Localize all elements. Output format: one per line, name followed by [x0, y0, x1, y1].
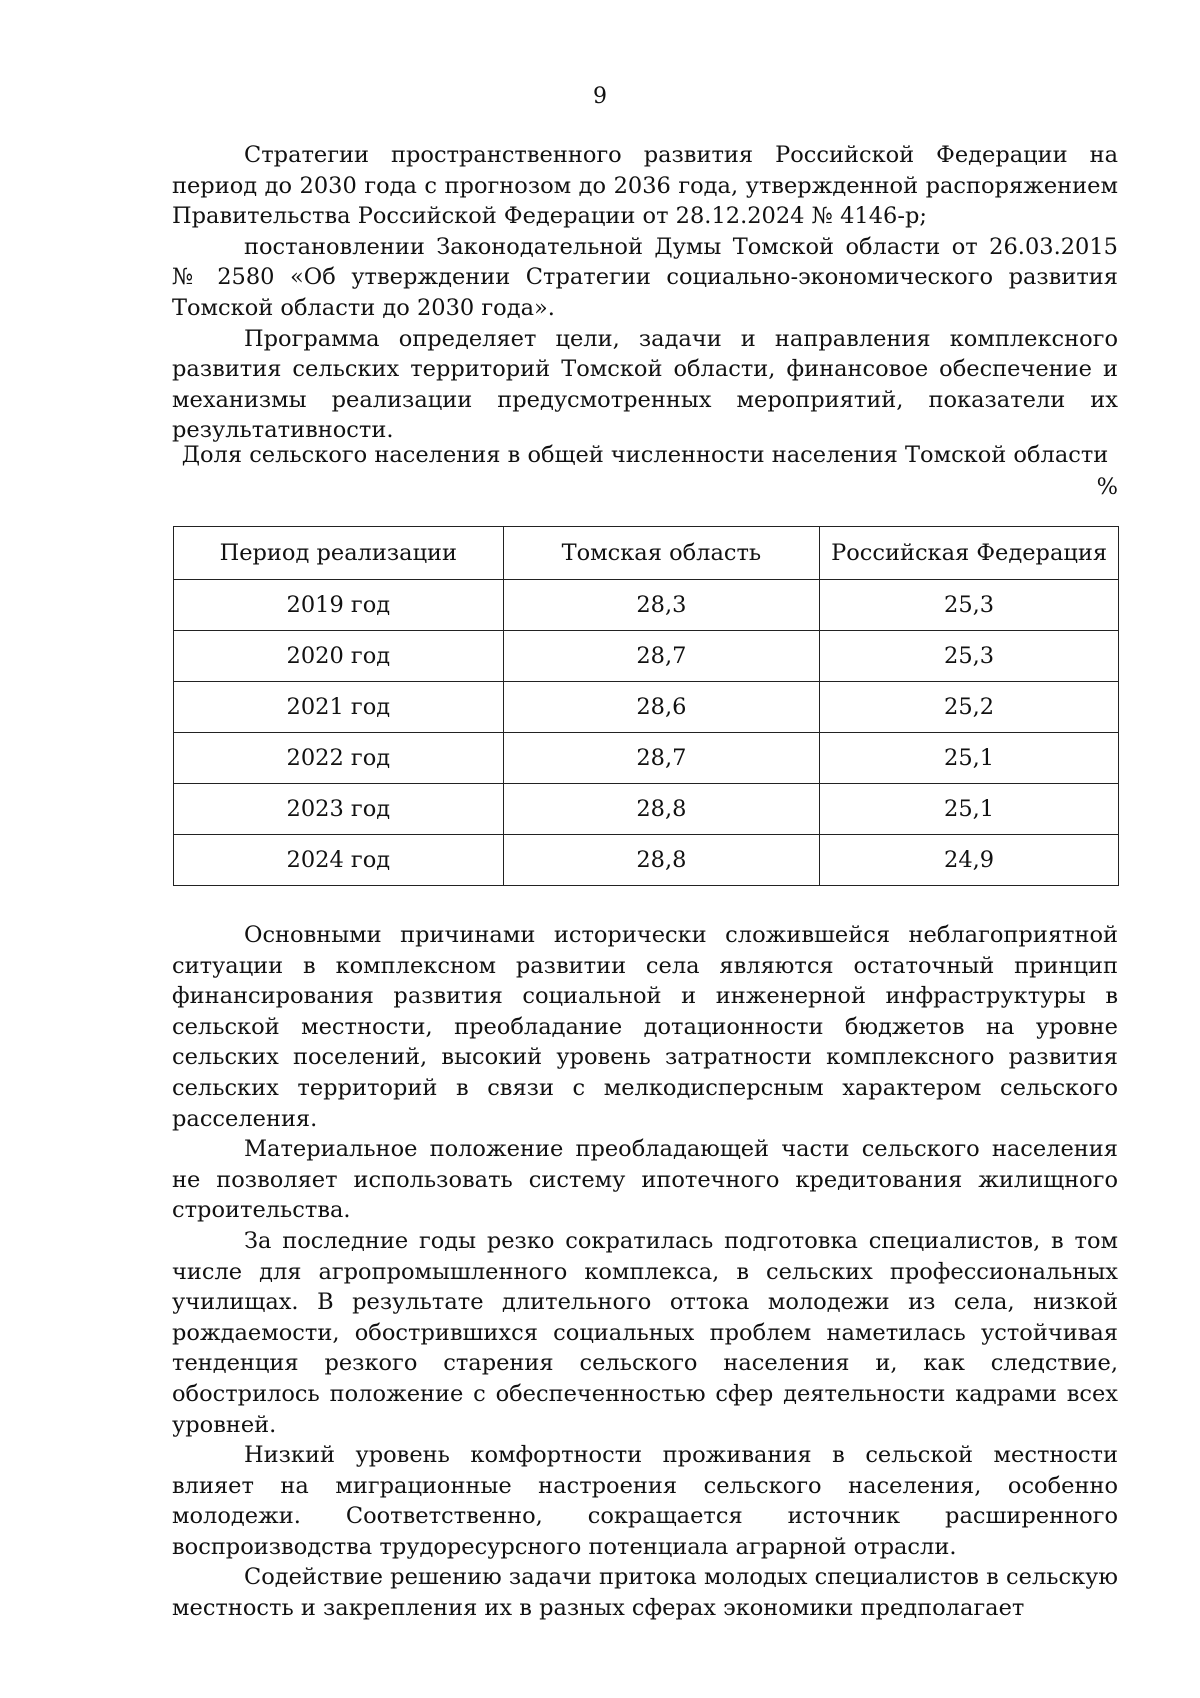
table-row — [174, 580, 1119, 631]
cell-tomsk: 28,7 — [503, 733, 819, 784]
table-row — [174, 784, 1119, 835]
paragraph: Основными причинами исторически сложившейся неблагоприятной ситуации в комплексном развитии села являются остаточный принцип финансирования развития социальной и инженерной инфраструктуры в сельской местности, преобладание дотационности бюджетов на уровне сельских поселений, высокий уровень затратности комплексного развития сельских территорий в связи с мелкодисперсным характером сельского расселения. — [172, 922, 1118, 1132]
table-row — [174, 733, 1119, 784]
rural-population-table — [173, 526, 1119, 886]
paragraph: Содействие решению задачи притока молодых специалистов в сельскую местность и закрепления их в разных сферах экономики предполагает — [172, 1564, 1118, 1622]
paragraph: Программа определяет цели, задачи и направления комплексного развития сельских территорий Томской области, финансовое обеспечение и механизмы реализации предусмотренных мероприятий, показатели их результативности. — [172, 325, 1118, 444]
cell-rf: 25,2 — [820, 682, 1119, 733]
table-row — [174, 835, 1119, 886]
cell-tomsk: 28,3 — [503, 580, 819, 631]
cell-period: 2021 год — [174, 682, 504, 733]
header-russian-federation: Российская Федерация — [820, 527, 1119, 580]
paragraph: Низкий уровень комфортности проживания в сельской местности влияет на миграционные настроения сельского населения, особенно молодежи. Соответственно, сокращается источник расширенного воспроизводства трудоресурсного потенциала аграрной отрасли. — [172, 1442, 1118, 1560]
intro-text — [172, 140, 1118, 446]
paragraph: За последние годы резко сократилась подготовка специалистов, в том числе для агропромышленного комплекса, в сельских профессиональных училищах. В результате длительного оттока молодежи из села, низкой рождаемости, обострившихся социальных проблем наметилась устойчивая тенденция резкого старения сельского населения и, как следствие, обострилось положение с обеспеченностью сфер деятельности кадрами всех уровней. — [172, 1227, 1118, 1438]
table-row — [174, 631, 1119, 682]
table-header-row — [174, 527, 1119, 580]
cell-tomsk: 28,8 — [503, 784, 819, 835]
cell-period: 2020 год — [174, 631, 504, 682]
cell-period: 2023 год — [174, 784, 504, 835]
cell-period: 2019 год — [174, 580, 504, 631]
cell-period: 2024 год — [174, 835, 504, 886]
table-title: Доля сельского населения в общей численности населения Томской области — [181, 442, 1109, 468]
header-period: Период реализации — [174, 527, 504, 580]
cell-tomsk: 28,8 — [503, 835, 819, 886]
cell-rf: 25,1 — [820, 784, 1119, 835]
table-row — [174, 682, 1119, 733]
cell-rf: 25,1 — [820, 733, 1119, 784]
page-number: 9 — [593, 84, 607, 109]
cell-rf: 25,3 — [820, 631, 1119, 682]
paragraph: постановлении Законодательной Думы Томской области от 26.03.2015 № 2580 «Об утверждении Стратегии социально-экономического развития Томской области до 2030 года». — [172, 233, 1118, 321]
cell-rf: 24,9 — [820, 835, 1119, 886]
paragraph: Материальное положение преобладающей части сельского населения не позволяет использовать систему ипотечного кредитования жилищного строительства. — [172, 1136, 1118, 1224]
cell-rf: 25,3 — [820, 580, 1119, 631]
paragraph: Стратегии пространственного развития Российской Федерации на период до 2030 года с прогнозом до 2036 года, утвержденной распоряжением Правительства Российской Федерации от 28.12.2024 № 4146-р; — [172, 142, 1118, 230]
cell-tomsk: 28,7 — [503, 631, 819, 682]
table-unit: % — [1096, 474, 1118, 500]
cell-period: 2022 год — [174, 733, 504, 784]
header-tomsk-region: Томская область — [503, 527, 819, 580]
body-text — [172, 920, 1118, 1624]
cell-tomsk: 28,6 — [503, 682, 819, 733]
